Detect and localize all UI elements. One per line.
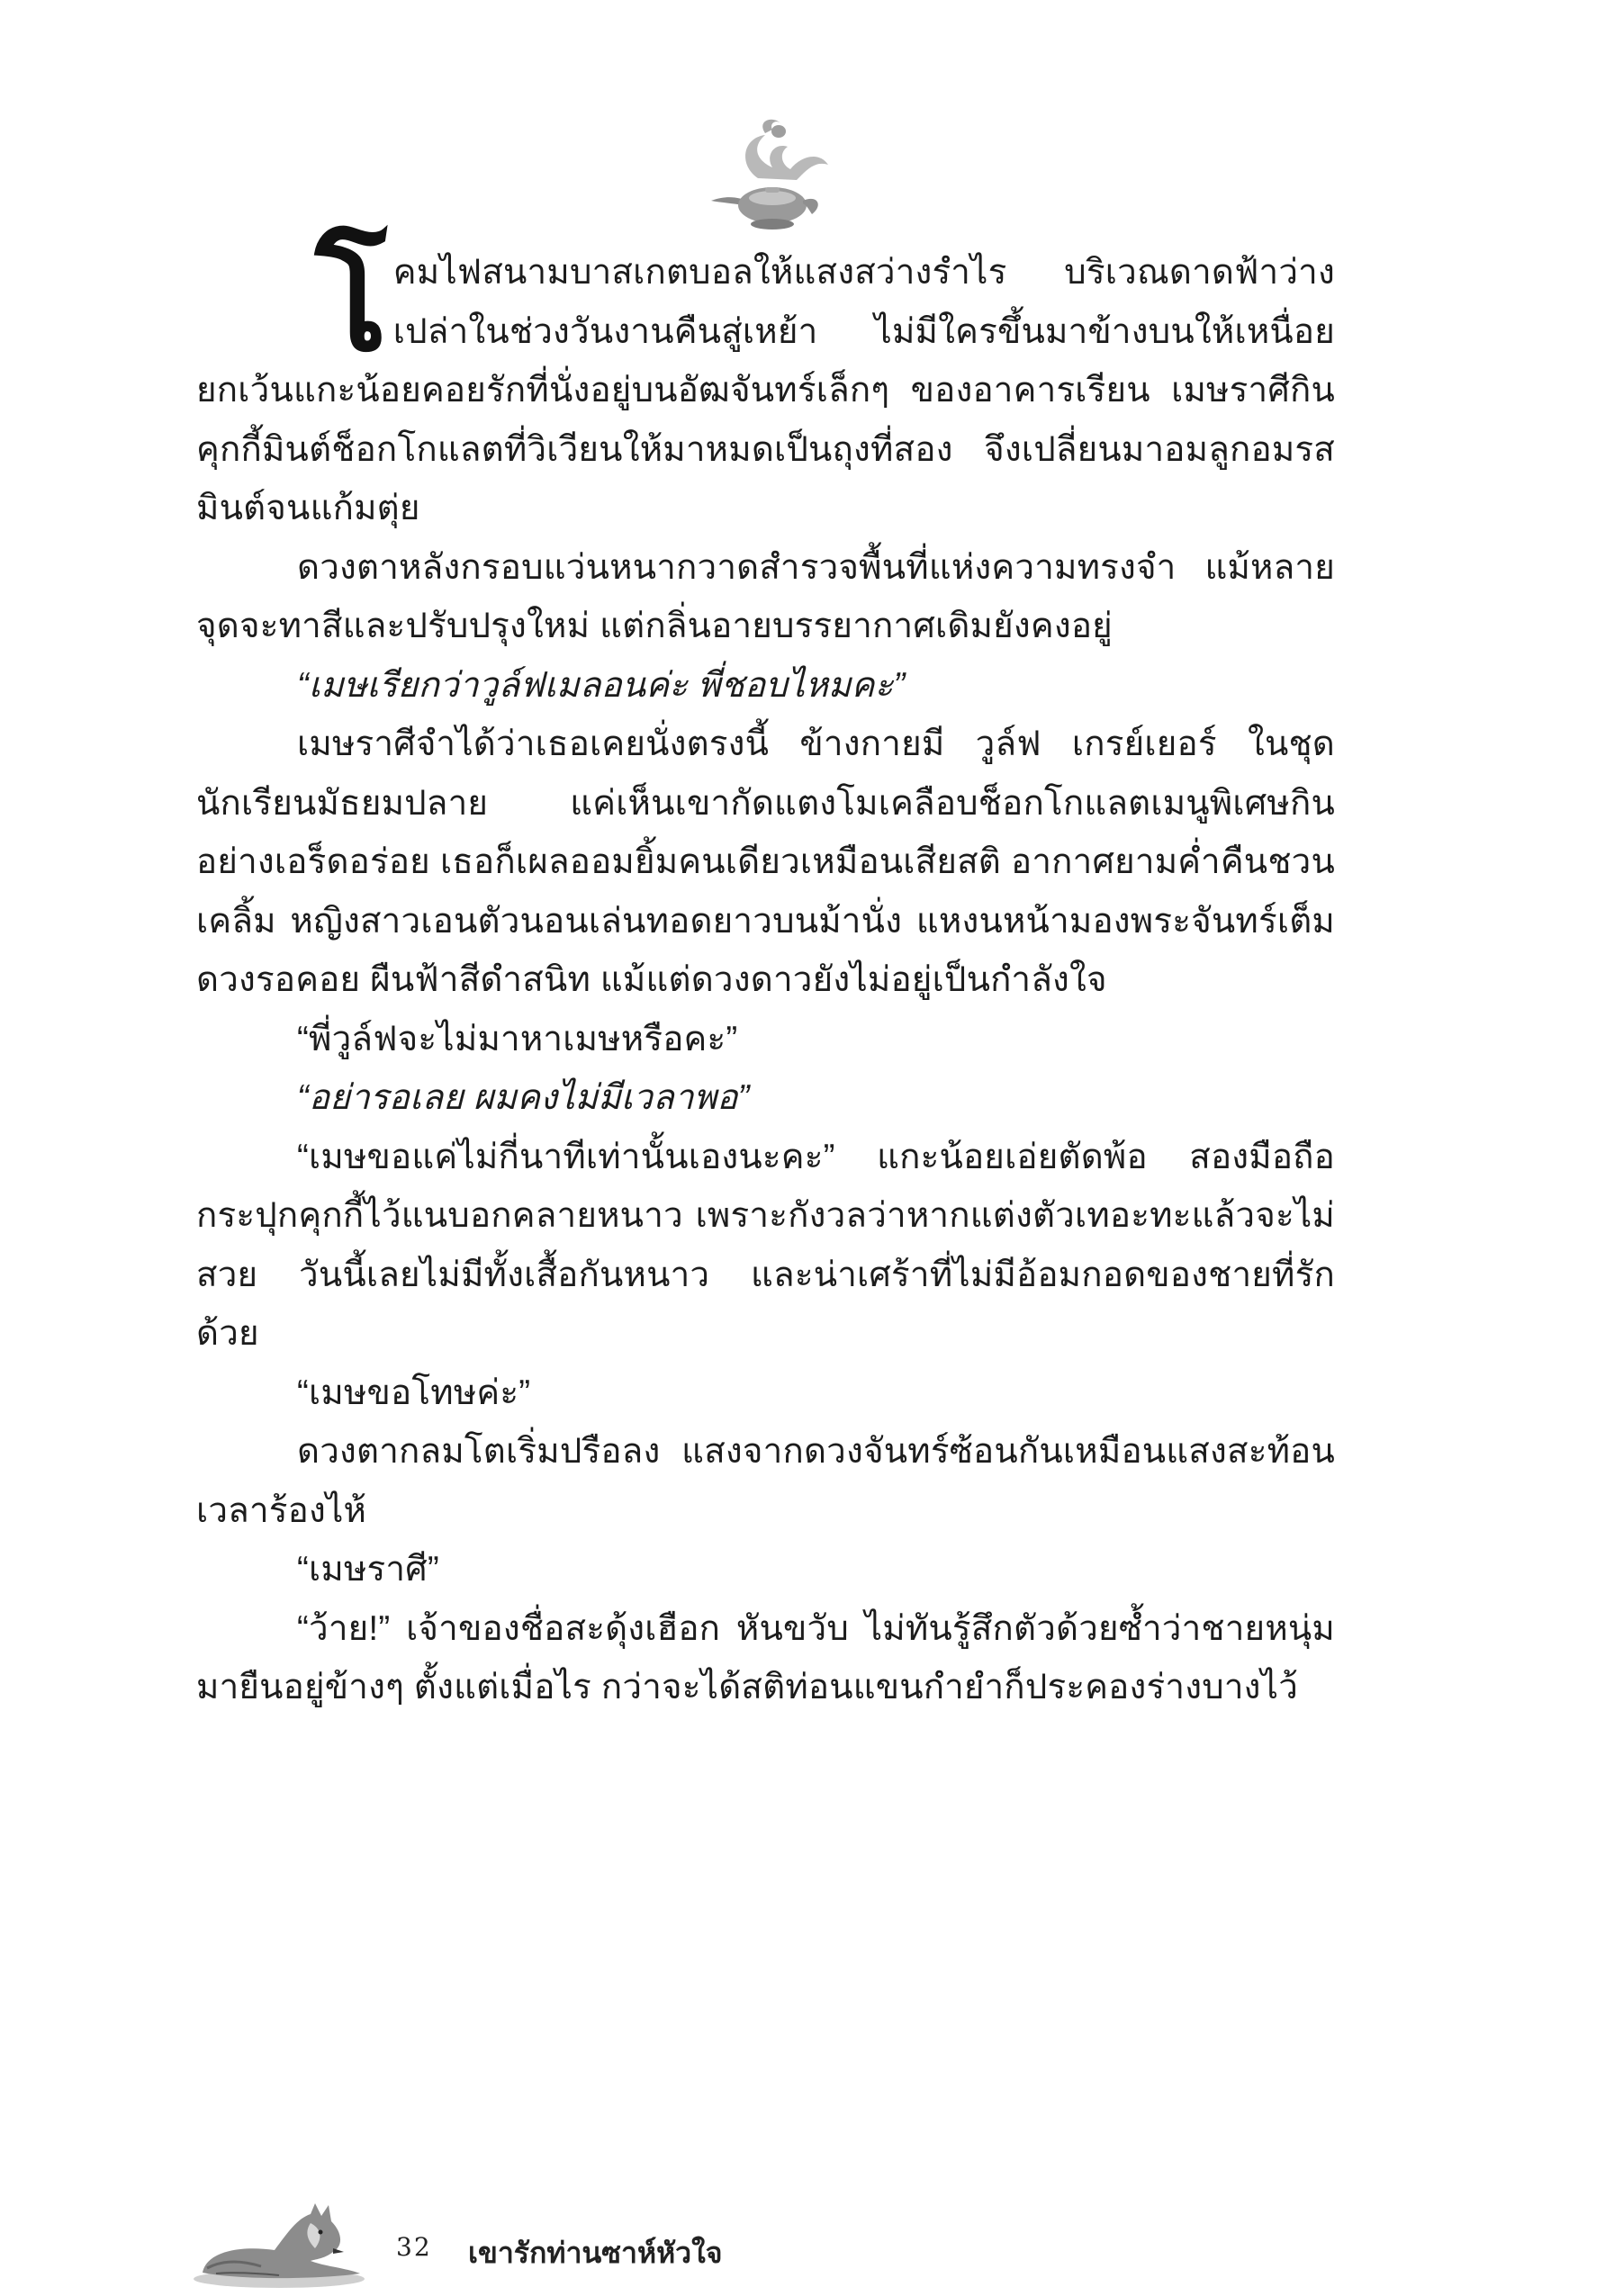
chapter-body — [196, 223, 1335, 1717]
magic-lamp-icon — [702, 115, 837, 232]
dialogue-line: “พี่วูล์ฟจะไม่มาหาเมษหรือคะ” — [297, 1019, 738, 1058]
paragraph-7: “เมษขอแค่ไม่กี่นาทีเท่านั้นเองนะคะ” แกะน้อยเอ่ยตัดพ้อ สองมือถือกระปุกคุกกี้ไว้แนบอกคลายหนาว เพราะกังวลว่าหากแต่งตัวเทอะทะแล้วจะไม่สวย วันนี้เลยไม่มีทั้งเสื้อกันหนาว และน่าเศร้าที่ไม่มีอ้อมกอดของชายที่รักด้วย — [196, 1137, 1335, 1353]
paragraph-9: ดวงตากลมโตเริ่มปรือลง แสงจากดวงจันทร์ซ้อนกันเหมือนแสงสะท้อนเวลาร้องไห้ — [196, 1432, 1335, 1530]
paragraph-2: ดวงตาหลังกรอบแว่นหนากวาดสำรวจพื้นที่แห่งความทรงจำ แม้หลายจุดจะทาสีและปรับปรุงใหม่ แต่กลิ่นอายบรรยากาศเดิมยังคงอยู่ — [196, 547, 1335, 645]
dialogue-line: “เมษเรียกว่าวูล์ฟเมลอนค่ะ พี่ชอบไหมคะ” — [297, 665, 906, 705]
paragraph-1: โคมไฟสนามบาสเกตบอลให้แสงสว่างรำไร บริเวณดาดฟ้าว่างเปล่าในช่วงวันงานคืนสู่เหย้า ไม่มีใครขึ้นมาข้างบนให้เหนื่อย ยกเว้นแกะน้อยคอยรักที่นั่งอยู่บนอัฒจันทร์เล็กๆ ของอาคารเรียน เมษราศีกินคุกกี้มินต์ช็อกโกแลตที่วิเวียนให้มาหมดเป็นถุงที่สอง จึงเปลี่ยนมาอมลูกอมรสมินต์จนแก้มตุ่ย — [196, 223, 1335, 527]
paragraph-4: เมษราศีจำได้ว่าเธอเคยนั่งตรงนี้ ข้างกายมี วูล์ฟ เกรย์เยอร์ ในชุดนักเรียนมัธยมปลาย แค่เห็นเขากัดแตงโมเคลือบช็อกโกแลตเมนูพิเศษกินอย่างเอร็ดอร่อย เธอก็เผลออมยิ้มคนเดียวเหมือนเสียสติ อากาศยามค่ำคืนชวนเคลิ้ม หญิงสาวเอนตัวนอนเล่นทอดยาวบนม้านั่ง แหงนหน้ามองพระจันทร์เต็มดวงรอคอย ผืนฟ้าสีดำสนิท แม้แต่ดวงดาวยังไม่อยู่เป็นกำลังใจ — [196, 725, 1335, 999]
dialogue-line: “เมษขอโทษค่ะ” — [297, 1373, 531, 1412]
drop-cap: โ — [315, 223, 388, 382]
wolf-icon — [189, 2196, 374, 2291]
page-footer — [189, 2196, 909, 2295]
dialogue-line: “เมษราศี” — [297, 1550, 439, 1589]
paragraph-11: “ว้าย!” เจ้าของชื่อสะดุ้งเฮือก หันขวับ ไม่ทันรู้สึกตัวด้วยซ้ำว่าชายหนุ่มมายืนอยู่ข้างๆ ตั้งแต่เมื่อไร กว่าจะได้สติท่อนแขนกำยำก็ประคองร่างบางไว้ — [196, 1608, 1335, 1706]
book-title: เขารักท่านซาห์หัวใจ — [468, 2237, 723, 2269]
dialogue-line: “อย่ารอเลย ผมคงไม่มีเวลาพอ” — [297, 1078, 750, 1117]
page-number: 32 — [396, 2232, 432, 2262]
